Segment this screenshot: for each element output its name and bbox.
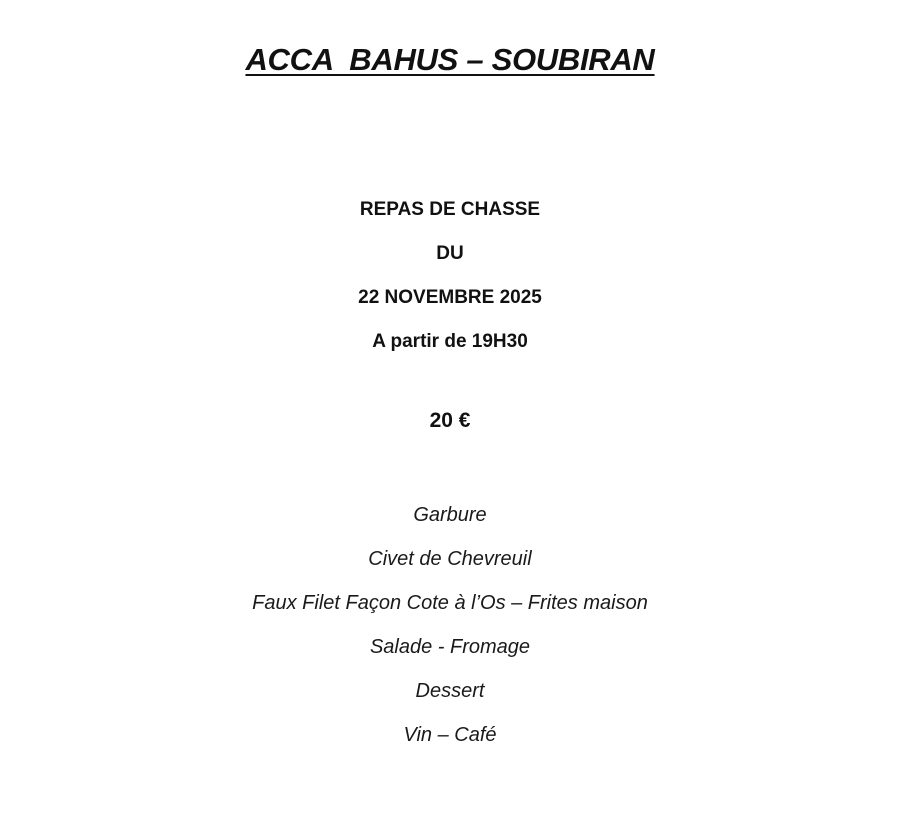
title-text: ACCA BAHUS – SOUBIRAN: [245, 42, 655, 77]
menu-item: Vin – Café: [403, 724, 497, 746]
event-date: 22 NOVEMBRE 2025: [358, 287, 542, 308]
menu-item: Salade - Fromage: [369, 636, 531, 658]
menu-item: Garbure: [413, 504, 487, 526]
menu-item: Dessert: [415, 680, 485, 702]
event-price: 20 €: [429, 409, 471, 432]
menu-item: Faux Filet Façon Cote à l’Os – Frites maison: [252, 592, 648, 614]
event-du: DU: [436, 243, 464, 264]
page-title: [0, 42, 900, 78]
event-name: REPAS DE CHASSE: [359, 199, 541, 220]
event-time: A partir de 19H30: [372, 331, 528, 352]
menu-item: Civet de Chevreuil: [368, 548, 532, 570]
